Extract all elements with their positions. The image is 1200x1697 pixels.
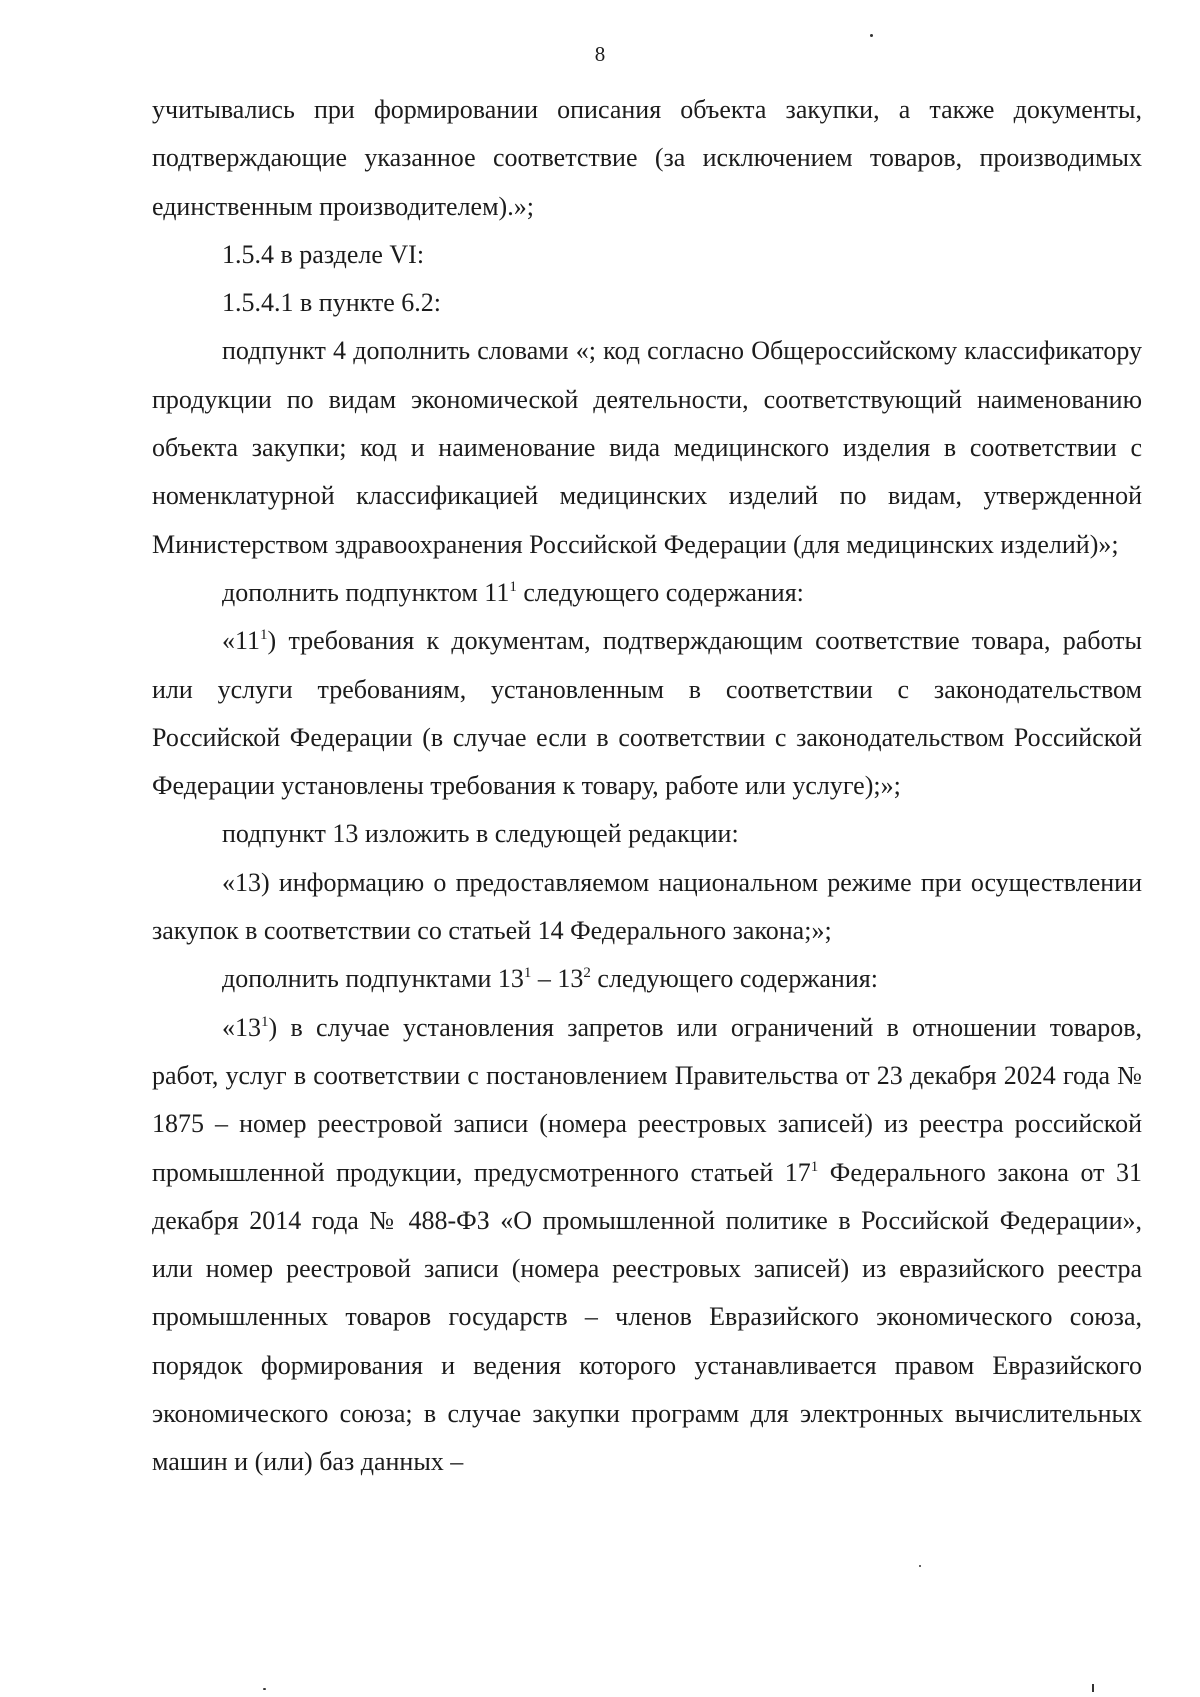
scan-speck: [919, 1565, 921, 1567]
paragraph-subitem-13-amendment: подпункт 13 изложить в следующей редакции:: [222, 819, 739, 849]
paragraph-subsection-item: 1.5.4.1 в пункте 6.2:: [222, 288, 442, 318]
scan-speck: [1092, 1684, 1094, 1692]
paragraph-add-subitem-11-1: [152, 569, 1142, 617]
text-fragment: «13: [222, 1012, 261, 1042]
superscript: 1: [523, 965, 532, 982]
text-fragment: следующего содержания:: [516, 577, 804, 607]
text-fragment: ) в случае установления запретов или ограничений в отношении товаров, работ, услуг в соответствии с постановлением Правительства от 23 декабря 2024 года № 1875 – номер реестровой записи (номера реестровых записей) из реестра российской промышленной продукции, предусмотренного статьей 17: [152, 1012, 1142, 1187]
paragraph-subitem-13-1-text: [152, 1004, 1142, 1487]
text-fragment: дополнить подпунктом 11: [222, 577, 510, 607]
paragraph-subitem-11-1-text: [152, 617, 1142, 810]
paragraph-section-item: 1.5.4 в разделе VI:: [222, 239, 425, 269]
text-fragment: дополнить подпунктами 13: [222, 964, 524, 994]
scan-speck: [870, 34, 873, 37]
text-fragment: следующего содержания:: [590, 964, 878, 994]
superscript: 1: [509, 578, 517, 595]
scan-speck: [263, 1688, 266, 1690]
page-number: 8: [594, 42, 606, 66]
superscript: 2: [583, 965, 591, 982]
superscript: 1: [810, 1158, 819, 1175]
superscript: 1: [261, 1013, 269, 1030]
paragraph-add-subitems-13-1-13-2: [152, 955, 1142, 1003]
document-body: [152, 86, 1142, 1487]
paragraph-continuation: учитывались при формировании описания объекта закупки, а также документы, подтверждающие указанное соответствие (за исключением товаров, производимых единственным производителем).»;: [152, 95, 1142, 221]
text-fragment: – 13: [531, 964, 584, 994]
paragraph-subitem-13-text: «13) информацию о предоставляемом национальном режиме при осуществлении закупок в соответствии со статьей 14 Федерального закона;»;: [152, 867, 1142, 946]
superscript: 1: [260, 627, 268, 644]
text-fragment: Федерального закона от 31 декабря 2014 года № 488-ФЗ «О промышленной политике в Российской Федерации», или номер реестровой записи (номера реестровых записей) из евразийского реестра промышленных товаров государств – членов Евразийского экономического союза, порядок формирования и ведения которого устанавливается правом Евразийского экономического союза; в случае закупки программ для электронных вычислительных машин и (или) баз данных –: [152, 1157, 1142, 1477]
paragraph-subitem-4-amendment: подпункт 4 дополнить словами «; код согласно Общероссийскому классификатору продукции по видам экономической деятельности, соответствующий наименованию объекта закупки; код и наименование вида медицинского изделия в соответствии с номенклатурной классификацией медицинских изделий по видам, утвержденной Министерством здравоохранения Российской Федерации (для медицинских изделий)»;: [152, 336, 1142, 559]
text-fragment: «11: [222, 626, 261, 656]
text-fragment: ) требования к документам, подтверждающим соответствие товара, работы или услуги требованиям, установленным в соответствии с законодательством Российской Федерации (в случае если в соответствии с законодательством Российской Федерации установлены требования к товару, работе или услуге);»;: [152, 626, 1142, 801]
